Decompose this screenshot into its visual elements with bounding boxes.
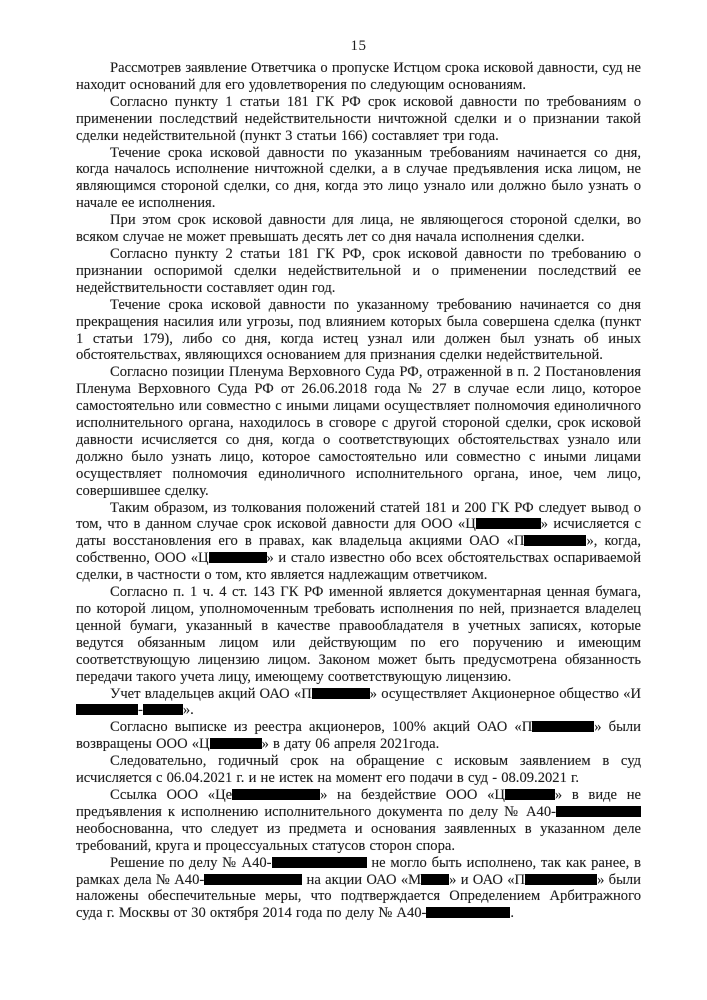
redaction-box (505, 789, 555, 800)
paragraph: Течение срока исковой давности по указанным требованиям начинается со дня, когда началось исполнение ничтожной сделки, а в случае предъявления иска лицом, не являющимся стороной сделки, со дня, когда это лицо узнало или должно было узнать о начале ее исполнения. (76, 144, 641, 212)
redaction-box (476, 518, 541, 529)
paragraph: Согласно п. 1 ч. 4 ст. 143 ГК РФ именной является документарная ценная бумага, по которой лицом, уполномоченным требовать исполнения по ней, признается владелец ценной бумаги, указанный в качестве правообладателя в учетных записях, которые ведутся обязанным лицом или действующим по его поручению и имеющим соответствующую лицензию лицом. Законом может быть предусмотрена обязанность передачи такого учета лицу, имеющему соответствующую лицензию. (76, 584, 641, 685)
redaction-box (272, 857, 367, 868)
paragraph: Согласно пункту 2 статьи 181 ГК РФ, срок исковой давности по требованию о признании оспоримой сделки недействительной и о применении последствий ее недействительности составляет один год. (76, 245, 641, 296)
redaction-box (204, 874, 302, 885)
paragraph: Согласно пункту 1 статьи 181 ГК РФ срок исковой давности по требованиям о применении последствий недействительности ничтожной сделки и о признании такой сделки недействительной (пункт 3 статьи 166) составляет три года. (76, 93, 641, 144)
redaction-box (525, 874, 597, 885)
redaction-box (556, 806, 641, 817)
paragraph: Согласно выписке из реестра акционеров, 100% акций ОАО «П » были возвращены ООО «Ц » в дату 06 апреля 2021года. (76, 719, 641, 753)
page-number: 15 (350, 38, 367, 54)
paragraph: Таким образом, из толкования положений статей 181 и 200 ГК РФ следует вывод о том, что в данном случае срок исковой давности для ООО «Ц » исчисляется с даты восстановления его в правах, как владельца акциями ОАО «П », когда, собственно, ООО «Ц » и стало известно обо всех обстоятельствах оспариваемой сделки, в частности о том, кто является надлежащим ответчиком. (76, 499, 642, 584)
paragraph: Ссылка ООО «Це » на бездействие ООО «Ц » в виде не предъявления к исполнению исполнительного документа по делу № А40- необоснованна, что следует из предмета и основания заявленных в указанном деле требований, круга и процессуальных статусов сторон спора. (76, 786, 641, 854)
redaction-box (312, 688, 370, 699)
paragraph: Согласно позиции Пленума Верховного Суда РФ, отраженной в п. 2 Постановления Пленума Верховного Суда РФ от 26.06.2018 года № 27 в случае если лицо, которое самостоятельно или совместно с иными лицами осуществляет полномочия единоличного исполнительного органа, находилось в сговоре с другой стороной сделки, срок исковой давности исчисляется со дня, когда о соответствующих обстоятельствах узнало или должно было узнать лицо, которое самостоятельно или совместно с иными лицами осуществляет полномочия единоличного исполнительного органа, иное, чем лицо, совершившее сделку. (76, 364, 641, 499)
redaction-box (421, 874, 449, 885)
paragraph: Решение по делу № А40- не могло быть исполнено, так как ранее, в рамках дела № А40- на акции ОАО «М » и ОАО «П » были наложены обеспечительные меры, что подтверждается Определением Арбитражного суда г. Москвы от 30 октября 2014 года по делу № А40- . (76, 854, 641, 922)
paragraph: Учет владельцев акций ОАО «П » осуществляет Акционерное общество «И- ». (76, 686, 641, 720)
redaction-box (532, 721, 594, 732)
paragraph: При этом срок исковой давности для лица, не являющегося стороной сделки, во всяком случае не может превышать десять лет со дня начала исполнения сделки. (76, 212, 641, 246)
redaction-box (209, 552, 267, 563)
redaction-box (76, 704, 138, 715)
paragraph: Течение срока исковой давности по указанному требованию начинается со дня прекращения насилия или угрозы, под влиянием которых была совершена сделка (пункт 1 статьи 179), либо со дня, когда истец узнал или должен был узнать об иных обстоятельствах, являющихся основанием для признания сделки недействительной. (76, 296, 641, 364)
redaction-box (426, 907, 510, 918)
redaction-box (143, 704, 183, 715)
document-body (76, 60, 641, 922)
redaction-box (210, 738, 262, 749)
redaction-box (232, 789, 320, 800)
redaction-box (524, 535, 586, 546)
paragraph: Рассмотрев заявление Ответчика о пропуске Истцом срока исковой давности, суд не находит оснований для его удовлетворения по следующим основаниям. (76, 60, 641, 93)
paragraph: Следовательно, годичный срок на обращение с исковым заявлением в суд исчисляется с 06.04.2021 г. и не истек на момент его подачи в суд - 08.09.2021 г. (76, 753, 641, 787)
